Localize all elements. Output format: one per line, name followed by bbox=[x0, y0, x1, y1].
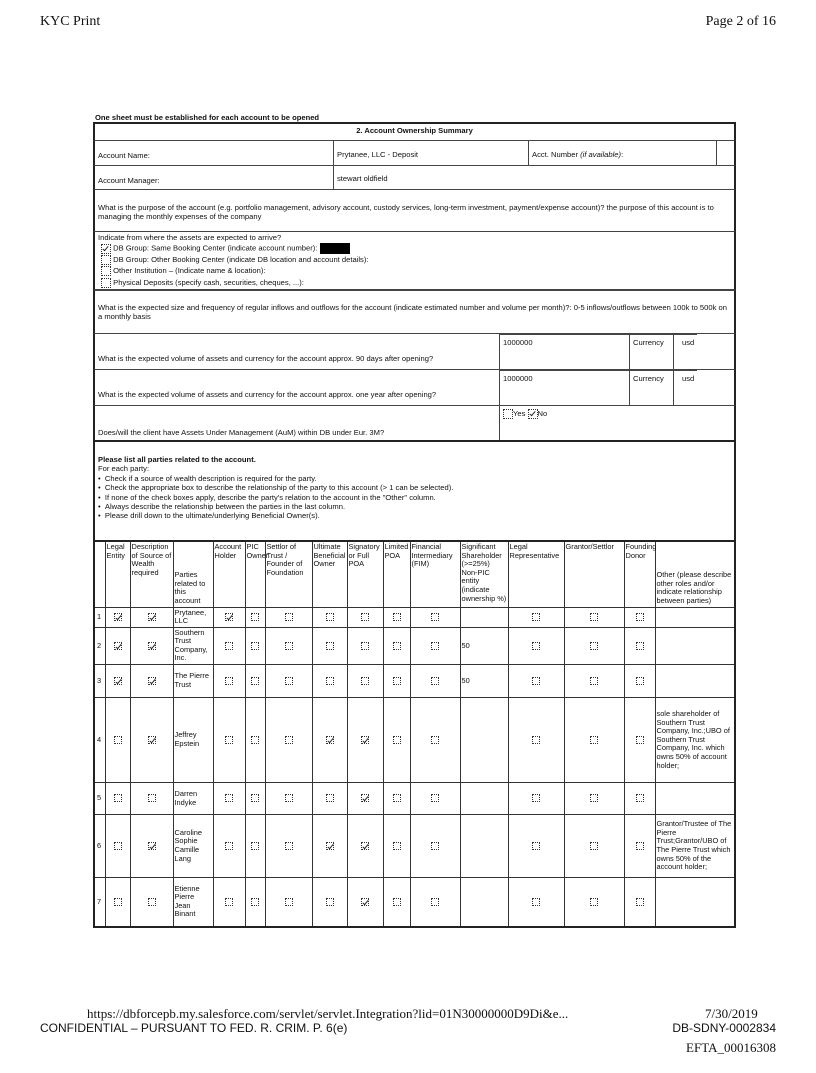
grantor-settlor-checkbox[interactable] bbox=[590, 677, 598, 685]
instruction-bullet: • If none of the check boxes apply, describe the party's relation to the account in the "Other" column. bbox=[98, 492, 436, 502]
ubo-checkbox[interactable] bbox=[326, 794, 334, 802]
founding-donor-checkbox[interactable] bbox=[636, 794, 644, 802]
col-header: Parties related to this account bbox=[173, 541, 213, 607]
party-name: Darren Indyke bbox=[173, 783, 213, 815]
account-holder-checkbox[interactable] bbox=[225, 677, 233, 685]
pic-owner-checkbox[interactable] bbox=[251, 898, 259, 906]
row-number: 2 bbox=[94, 627, 105, 664]
settlor-checkbox[interactable] bbox=[285, 842, 293, 850]
founding-donor-checkbox[interactable] bbox=[636, 842, 644, 850]
fim-checkbox[interactable] bbox=[431, 736, 439, 744]
bullet-text: Please drill down to the ultimate/underlying Beneficial Owner(s). bbox=[104, 511, 320, 521]
party-row bbox=[94, 665, 735, 698]
party-row bbox=[94, 783, 735, 815]
manager-value: stewart oldfield bbox=[333, 166, 391, 189]
col-header: Financial Intermediary (FIM) bbox=[410, 541, 460, 607]
fim-checkbox[interactable] bbox=[431, 677, 439, 685]
settlor-checkbox[interactable] bbox=[285, 736, 293, 744]
founding-donor-checkbox[interactable] bbox=[636, 677, 644, 685]
manager-row bbox=[93, 166, 736, 190]
vol1y-currency: usd bbox=[673, 370, 697, 405]
limited-poa-checkbox[interactable] bbox=[393, 736, 401, 744]
party-row bbox=[94, 607, 735, 627]
signatory-checkbox[interactable] bbox=[361, 898, 369, 906]
row-number: 7 bbox=[94, 878, 105, 927]
asset-option-checkbox[interactable] bbox=[101, 255, 111, 265]
bullet-text: Check the appropriate box to describe the relationship of the party to this account (> 1 can be selected). bbox=[104, 483, 454, 493]
acct-number-field[interactable] bbox=[716, 141, 734, 165]
redacted-account-number bbox=[320, 243, 350, 254]
legal-entity-checkbox[interactable] bbox=[114, 736, 122, 744]
source-of-wealth-checkbox[interactable] bbox=[148, 677, 156, 685]
legal-entity-checkbox[interactable] bbox=[114, 794, 122, 802]
vol90-currency: usd bbox=[673, 334, 697, 369]
founding-donor-checkbox[interactable] bbox=[636, 613, 644, 621]
flows-text: What is the expected size and frequency of regular inflows and outflows for the account (indicate estimated number and volume per month)?: 0-5 inflows/outflows between 100k to 500k on a monthly basis bbox=[93, 290, 736, 334]
account-holder-checkbox[interactable] bbox=[225, 842, 233, 850]
other-relationship: sole shareholder of Southern Trust Company, Inc.;UBO of Southern Trust Company, Inc. which owns 50% of account holder; bbox=[655, 698, 735, 783]
instruction-bullet: • Always describe the relationship between the parties in the last column. bbox=[98, 502, 346, 512]
founding-donor-checkbox[interactable] bbox=[636, 642, 644, 650]
signatory-checkbox[interactable] bbox=[361, 613, 369, 621]
col-header: Founding Donor bbox=[624, 541, 655, 607]
source-of-wealth-checkbox[interactable] bbox=[148, 794, 156, 802]
instruction-bullet: • Please drill down to the ultimate/underlying Beneficial Owner(s). bbox=[98, 511, 320, 521]
party-row bbox=[94, 878, 735, 927]
vol90-currency-label: Currency bbox=[629, 334, 673, 369]
bullet-text: Check if a source of wealth description is required for the party. bbox=[104, 473, 317, 483]
source-of-wealth-checkbox[interactable] bbox=[148, 898, 156, 906]
col-header: Legal Entity bbox=[105, 541, 130, 607]
aum-row bbox=[93, 406, 736, 442]
ubo-checkbox[interactable] bbox=[326, 642, 334, 650]
asset-option-label: DB Group: Other Booking Center (indicate DB location and account details): bbox=[113, 254, 369, 264]
fim-checkbox[interactable] bbox=[431, 642, 439, 650]
asset-option bbox=[98, 242, 731, 254]
limited-poa-checkbox[interactable] bbox=[393, 898, 401, 906]
source-of-wealth-checkbox[interactable] bbox=[148, 736, 156, 744]
asset-option-label: DB Group: Same Booking Center (indicate account number): bbox=[113, 243, 318, 253]
vol1y-currency-label: Currency bbox=[629, 370, 673, 405]
other-relationship: Grantor/Trustee of The Pierre Trust;Grantor/UBO of The Pierre Trust which owns 50% of the account holder; bbox=[655, 815, 735, 878]
other-relationship bbox=[655, 783, 735, 815]
col-header: Signatory or Full POA bbox=[347, 541, 383, 607]
col-header: Settlor of Trust / Founder of Foundation bbox=[265, 541, 312, 607]
grantor-settlor-checkbox[interactable] bbox=[590, 898, 598, 906]
vol1y-value: 1000000 bbox=[499, 370, 629, 405]
limited-poa-checkbox[interactable] bbox=[393, 842, 401, 850]
legal-entity-checkbox[interactable] bbox=[114, 642, 122, 650]
legal-representative-checkbox[interactable] bbox=[532, 642, 540, 650]
account-holder-checkbox[interactable] bbox=[225, 736, 233, 744]
purpose-text: What is the purpose of the account (e.g. portfolio management, advisory account, custody services, long-term investment, payment/expense account)? the purpose of this account is to managing the monthly expenses of the company bbox=[93, 190, 736, 232]
page-number: Page 2 of 16 bbox=[705, 14, 776, 29]
fim-checkbox[interactable] bbox=[431, 898, 439, 906]
shareholder-percent: 50 bbox=[460, 627, 508, 664]
asset-option-checkbox[interactable] bbox=[101, 266, 111, 276]
grantor-settlor-checkbox[interactable] bbox=[590, 613, 598, 621]
asset-option-checkbox[interactable] bbox=[101, 278, 111, 288]
party-name: Caroline Sophie Camille Lang bbox=[173, 815, 213, 878]
parties-instructions bbox=[93, 442, 736, 540]
limited-poa-checkbox[interactable] bbox=[393, 642, 401, 650]
fim-checkbox[interactable] bbox=[431, 842, 439, 850]
legal-representative-checkbox[interactable] bbox=[532, 794, 540, 802]
asset-option bbox=[98, 254, 731, 266]
account-holder-checkbox[interactable] bbox=[225, 613, 233, 621]
col-header: Legal Representative bbox=[508, 541, 564, 607]
row-number: 3 bbox=[94, 665, 105, 698]
party-name: Southern Trust Company, Inc. bbox=[173, 627, 213, 664]
legal-entity-checkbox[interactable] bbox=[114, 842, 122, 850]
col-header: Significant Shareholder (>=25%) Non-PIC entity (indicate ownership %) bbox=[460, 541, 508, 607]
bullet-text: Always describe the relationship between the parties in the last column. bbox=[104, 502, 346, 512]
shareholder-percent bbox=[460, 878, 508, 927]
pic-owner-checkbox[interactable] bbox=[251, 794, 259, 802]
row-number: 4 bbox=[94, 698, 105, 783]
shareholder-percent bbox=[460, 815, 508, 878]
source-of-wealth-checkbox[interactable] bbox=[148, 613, 156, 621]
instruction-bullet: • Check if a source of wealth description is required for the party. bbox=[98, 473, 317, 483]
other-relationship bbox=[655, 878, 735, 927]
instruction-bullet: • Check the appropriate box to describe the relationship of the party to this account (> 1 can be selected). bbox=[98, 483, 454, 493]
party-name: The Pierre Trust bbox=[173, 665, 213, 698]
account-name-label: Account Name: bbox=[98, 151, 150, 160]
footer-url: https://dbforcepb.my.salesforce.com/servlet/servlet.Integration?lid=01N30000000D9Di&e... bbox=[87, 1006, 569, 1021]
settlor-checkbox[interactable] bbox=[285, 642, 293, 650]
col-header: Account Holder bbox=[213, 541, 245, 607]
row-number: 1 bbox=[94, 607, 105, 627]
col-header: Ultimate Beneficial Owner bbox=[312, 541, 347, 607]
aum-yes-label: Yes bbox=[513, 409, 526, 418]
settlor-checkbox[interactable] bbox=[285, 794, 293, 802]
legal-representative-checkbox[interactable] bbox=[532, 736, 540, 744]
legal-representative-checkbox[interactable] bbox=[532, 677, 540, 685]
signatory-checkbox[interactable] bbox=[361, 677, 369, 685]
limited-poa-checkbox[interactable] bbox=[393, 613, 401, 621]
ubo-checkbox[interactable] bbox=[326, 613, 334, 621]
party-name: Prytanee, LLC bbox=[173, 607, 213, 627]
acct-number-label: Acct. Number (if available): bbox=[528, 141, 716, 165]
asset-option-checkbox[interactable] bbox=[101, 244, 111, 254]
aum-no-label: No bbox=[537, 409, 548, 418]
form-caption: One sheet must be established for each account to be opened bbox=[95, 113, 320, 122]
ubo-checkbox[interactable] bbox=[326, 736, 334, 744]
shareholder-percent: 50 bbox=[460, 665, 508, 698]
confidential-notice: CONFIDENTIAL – PURSUANT TO FED. R. CRIM. P. 6(e) bbox=[40, 1021, 348, 1035]
ubo-checkbox[interactable] bbox=[326, 677, 334, 685]
other-relationship bbox=[655, 627, 735, 664]
other-relationship bbox=[655, 607, 735, 627]
legal-entity-checkbox[interactable] bbox=[114, 677, 122, 685]
grantor-settlor-checkbox[interactable] bbox=[590, 842, 598, 850]
account-name-value: Prytanee, LLC - Deposit bbox=[333, 141, 421, 165]
col-header: Other (please describe other roles and/or indicate relationship between parties) bbox=[655, 541, 735, 607]
fim-checkbox[interactable] bbox=[431, 794, 439, 802]
aum-question: Does/will the client have Assets Under Management (AuM) within DB under Eur. 3M? bbox=[98, 428, 385, 437]
pic-owner-checkbox[interactable] bbox=[251, 736, 259, 744]
legal-entity-checkbox[interactable] bbox=[114, 898, 122, 906]
vol1y-row bbox=[93, 370, 736, 406]
asset-option bbox=[98, 277, 731, 289]
grantor-settlor-checkbox[interactable] bbox=[590, 736, 598, 744]
signatory-checkbox[interactable] bbox=[361, 794, 369, 802]
limited-poa-checkbox[interactable] bbox=[393, 794, 401, 802]
pic-owner-checkbox[interactable] bbox=[251, 613, 259, 621]
manager-label: Account Manager: bbox=[98, 176, 160, 185]
pic-owner-checkbox[interactable] bbox=[251, 842, 259, 850]
assets-question: Indicate from where the assets are expected to arrive? bbox=[98, 233, 282, 242]
parties-table bbox=[93, 540, 736, 928]
aum-yes-checkbox[interactable] bbox=[503, 409, 513, 419]
founding-donor-checkbox[interactable] bbox=[636, 898, 644, 906]
other-relationship bbox=[655, 665, 735, 698]
source-of-wealth-checkbox[interactable] bbox=[148, 642, 156, 650]
signatory-checkbox[interactable] bbox=[361, 842, 369, 850]
col-header: Limited POA bbox=[383, 541, 410, 607]
limited-poa-checkbox[interactable] bbox=[393, 677, 401, 685]
efta-number: EFTA_00016308 bbox=[686, 1040, 776, 1055]
party-row bbox=[94, 627, 735, 664]
col-number bbox=[94, 541, 105, 607]
assets-section bbox=[93, 232, 736, 290]
party-row bbox=[94, 698, 735, 783]
signatory-checkbox[interactable] bbox=[361, 736, 369, 744]
footer-date: 7/30/2019 bbox=[705, 1006, 758, 1021]
bullet-text: If none of the check boxes apply, describe the party's relation to the account in the "Other" column. bbox=[104, 492, 436, 502]
legal-representative-checkbox[interactable] bbox=[532, 842, 540, 850]
party-name: Jeffrey Epstein bbox=[173, 698, 213, 783]
col-header: Grantor/Settlor bbox=[564, 541, 624, 607]
shareholder-percent bbox=[460, 783, 508, 815]
vol90-question: What is the expected volume of assets and currency for the account approx. 90 days after opening? bbox=[98, 354, 434, 363]
settlor-checkbox[interactable] bbox=[285, 898, 293, 906]
aum-options bbox=[499, 406, 550, 440]
party-row bbox=[94, 815, 735, 878]
page-header-title: KYC Print bbox=[40, 14, 101, 29]
row-number: 5 bbox=[94, 783, 105, 815]
col-header: PIC Owner bbox=[245, 541, 265, 607]
parties-subtitle: For each party: bbox=[98, 464, 150, 474]
account-holder-checkbox[interactable] bbox=[225, 898, 233, 906]
parties-title: Please list all parties related to the account. bbox=[98, 455, 256, 464]
ubo-checkbox[interactable] bbox=[326, 898, 334, 906]
vol1y-question: What is the expected volume of assets and currency for the account approx. one year after opening? bbox=[98, 390, 437, 399]
legal-representative-checkbox[interactable] bbox=[532, 898, 540, 906]
shareholder-percent bbox=[460, 698, 508, 783]
settlor-checkbox[interactable] bbox=[285, 677, 293, 685]
pic-owner-checkbox[interactable] bbox=[251, 677, 259, 685]
ubo-checkbox[interactable] bbox=[326, 842, 334, 850]
fim-checkbox[interactable] bbox=[431, 613, 439, 621]
asset-option-label: Other Institution – (Indicate name & location): bbox=[113, 266, 266, 276]
grantor-settlor-checkbox[interactable] bbox=[590, 642, 598, 650]
account-name-row bbox=[93, 141, 736, 166]
legal-representative-checkbox[interactable] bbox=[532, 613, 540, 621]
section-title: 2. Account Ownership Summary bbox=[93, 122, 736, 141]
row-number: 6 bbox=[94, 815, 105, 878]
source-of-wealth-checkbox[interactable] bbox=[148, 842, 156, 850]
founding-donor-checkbox[interactable] bbox=[636, 736, 644, 744]
signatory-checkbox[interactable] bbox=[361, 642, 369, 650]
vol90-value: 1000000 bbox=[499, 334, 629, 369]
col-header: Description of Source of Wealth required bbox=[130, 541, 173, 607]
bates-number: DB-SDNY-0002834 bbox=[672, 1021, 776, 1035]
asset-option-label: Physical Deposits (specify cash, securities, cheques, ...): bbox=[113, 277, 304, 287]
asset-option bbox=[98, 265, 731, 277]
aum-no-checkbox[interactable] bbox=[528, 409, 538, 419]
settlor-checkbox[interactable] bbox=[285, 613, 293, 621]
party-name: Etienne Pierre Jean Binant bbox=[173, 878, 213, 927]
account-holder-checkbox[interactable] bbox=[225, 642, 233, 650]
pic-owner-checkbox[interactable] bbox=[251, 642, 259, 650]
shareholder-percent bbox=[460, 607, 508, 627]
legal-entity-checkbox[interactable] bbox=[114, 613, 122, 621]
account-holder-checkbox[interactable] bbox=[225, 794, 233, 802]
grantor-settlor-checkbox[interactable] bbox=[590, 794, 598, 802]
vol90-row bbox=[93, 334, 736, 370]
